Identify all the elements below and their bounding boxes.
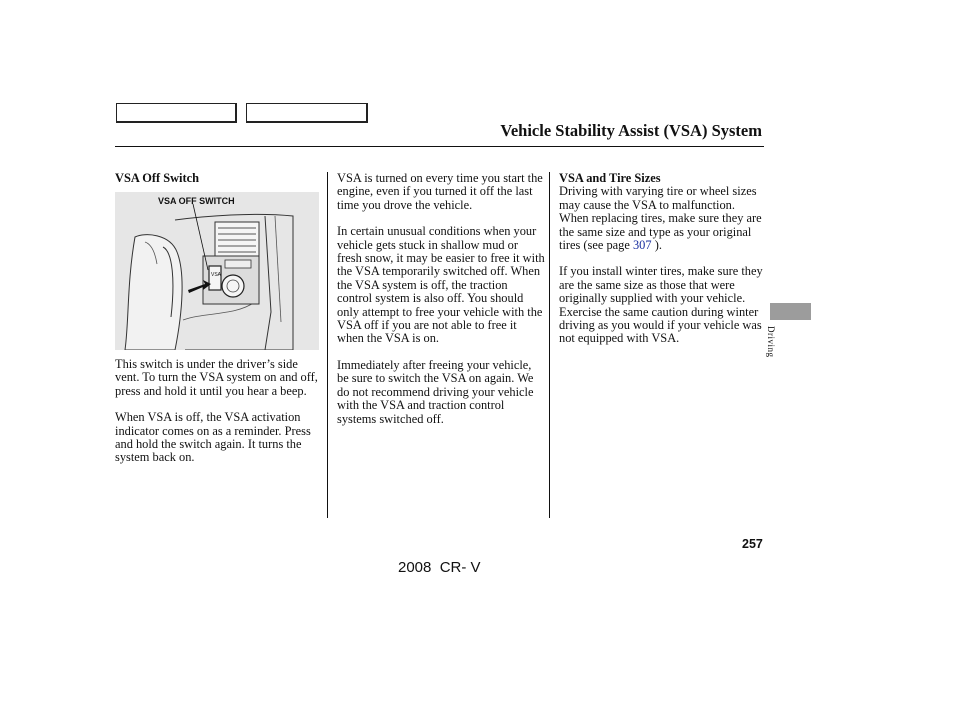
page-number: 257 — [742, 537, 763, 551]
column-3 — [559, 172, 763, 359]
paragraph: Driving with varying tire or wheel sizes may cause the VSA to malfunction. When replacing tires, make sure they are the same size and type as your original tires (see page 307 ). — [559, 184, 762, 253]
section-heading-vsa-off-switch: VSA Off Switch — [115, 171, 199, 185]
column-1 — [115, 172, 321, 185]
vsa-off-switch-illustration — [115, 192, 319, 350]
figure-label: VSA OFF SWITCH — [158, 196, 235, 206]
paragraph: Immediately after freeing your vehicle, be sure to switch the VSA on again. We do not recommend driving your vehicle with the VSA and traction control systems switched off. — [337, 357, 534, 426]
section-side-tab — [770, 303, 811, 320]
section-heading-vsa-tire-sizes: VSA and Tire Sizes — [559, 171, 661, 185]
paragraph: When VSA is off, the VSA activation indicator comes on as a reminder. Press and hold the switch again. It turns the system back on. — [115, 410, 311, 465]
footer-model: 2008 CR- V — [398, 559, 481, 576]
paragraph: In certain unusual conditions when your vehicle gets stuck in shallow mud or fresh snow, it may be easier to free it with the VSA temporarily switched off. When the VSA system is off, the traction control system is also off. You should only attempt to free your vehicle with the VSA off if you are not able to free it when the VSA is on. — [337, 224, 545, 346]
column-divider — [327, 172, 328, 518]
column-divider — [549, 172, 550, 518]
dashboard-drawing — [115, 192, 319, 350]
paragraph: This switch is under the driver’s side vent. To turn the VSA system on and off, press and hold it until you hear a beep. — [115, 357, 318, 398]
column-2 — [337, 172, 545, 439]
page-title: Vehicle Stability Assist (VSA) System — [500, 121, 762, 140]
paragraph: VSA is turned on every time you start the engine, even if you turned it off the last time you drove the vehicle. — [337, 171, 543, 212]
title-rule — [115, 146, 764, 147]
section-side-label: Driving — [766, 326, 776, 358]
header-tab-box-2 — [246, 103, 368, 123]
svg-text:VSA: VSA — [211, 272, 222, 278]
header-tab-box-1 — [116, 103, 237, 123]
page-reference-link[interactable]: 307 — [632, 238, 652, 253]
paragraph: If you install winter tires, make sure they are the same size as those that were originally supplied with your vehicle. Exercise the same caution during winter driving as you would if your vehicle was not equipped with VSA. — [559, 264, 763, 346]
column-1-body — [115, 358, 321, 478]
